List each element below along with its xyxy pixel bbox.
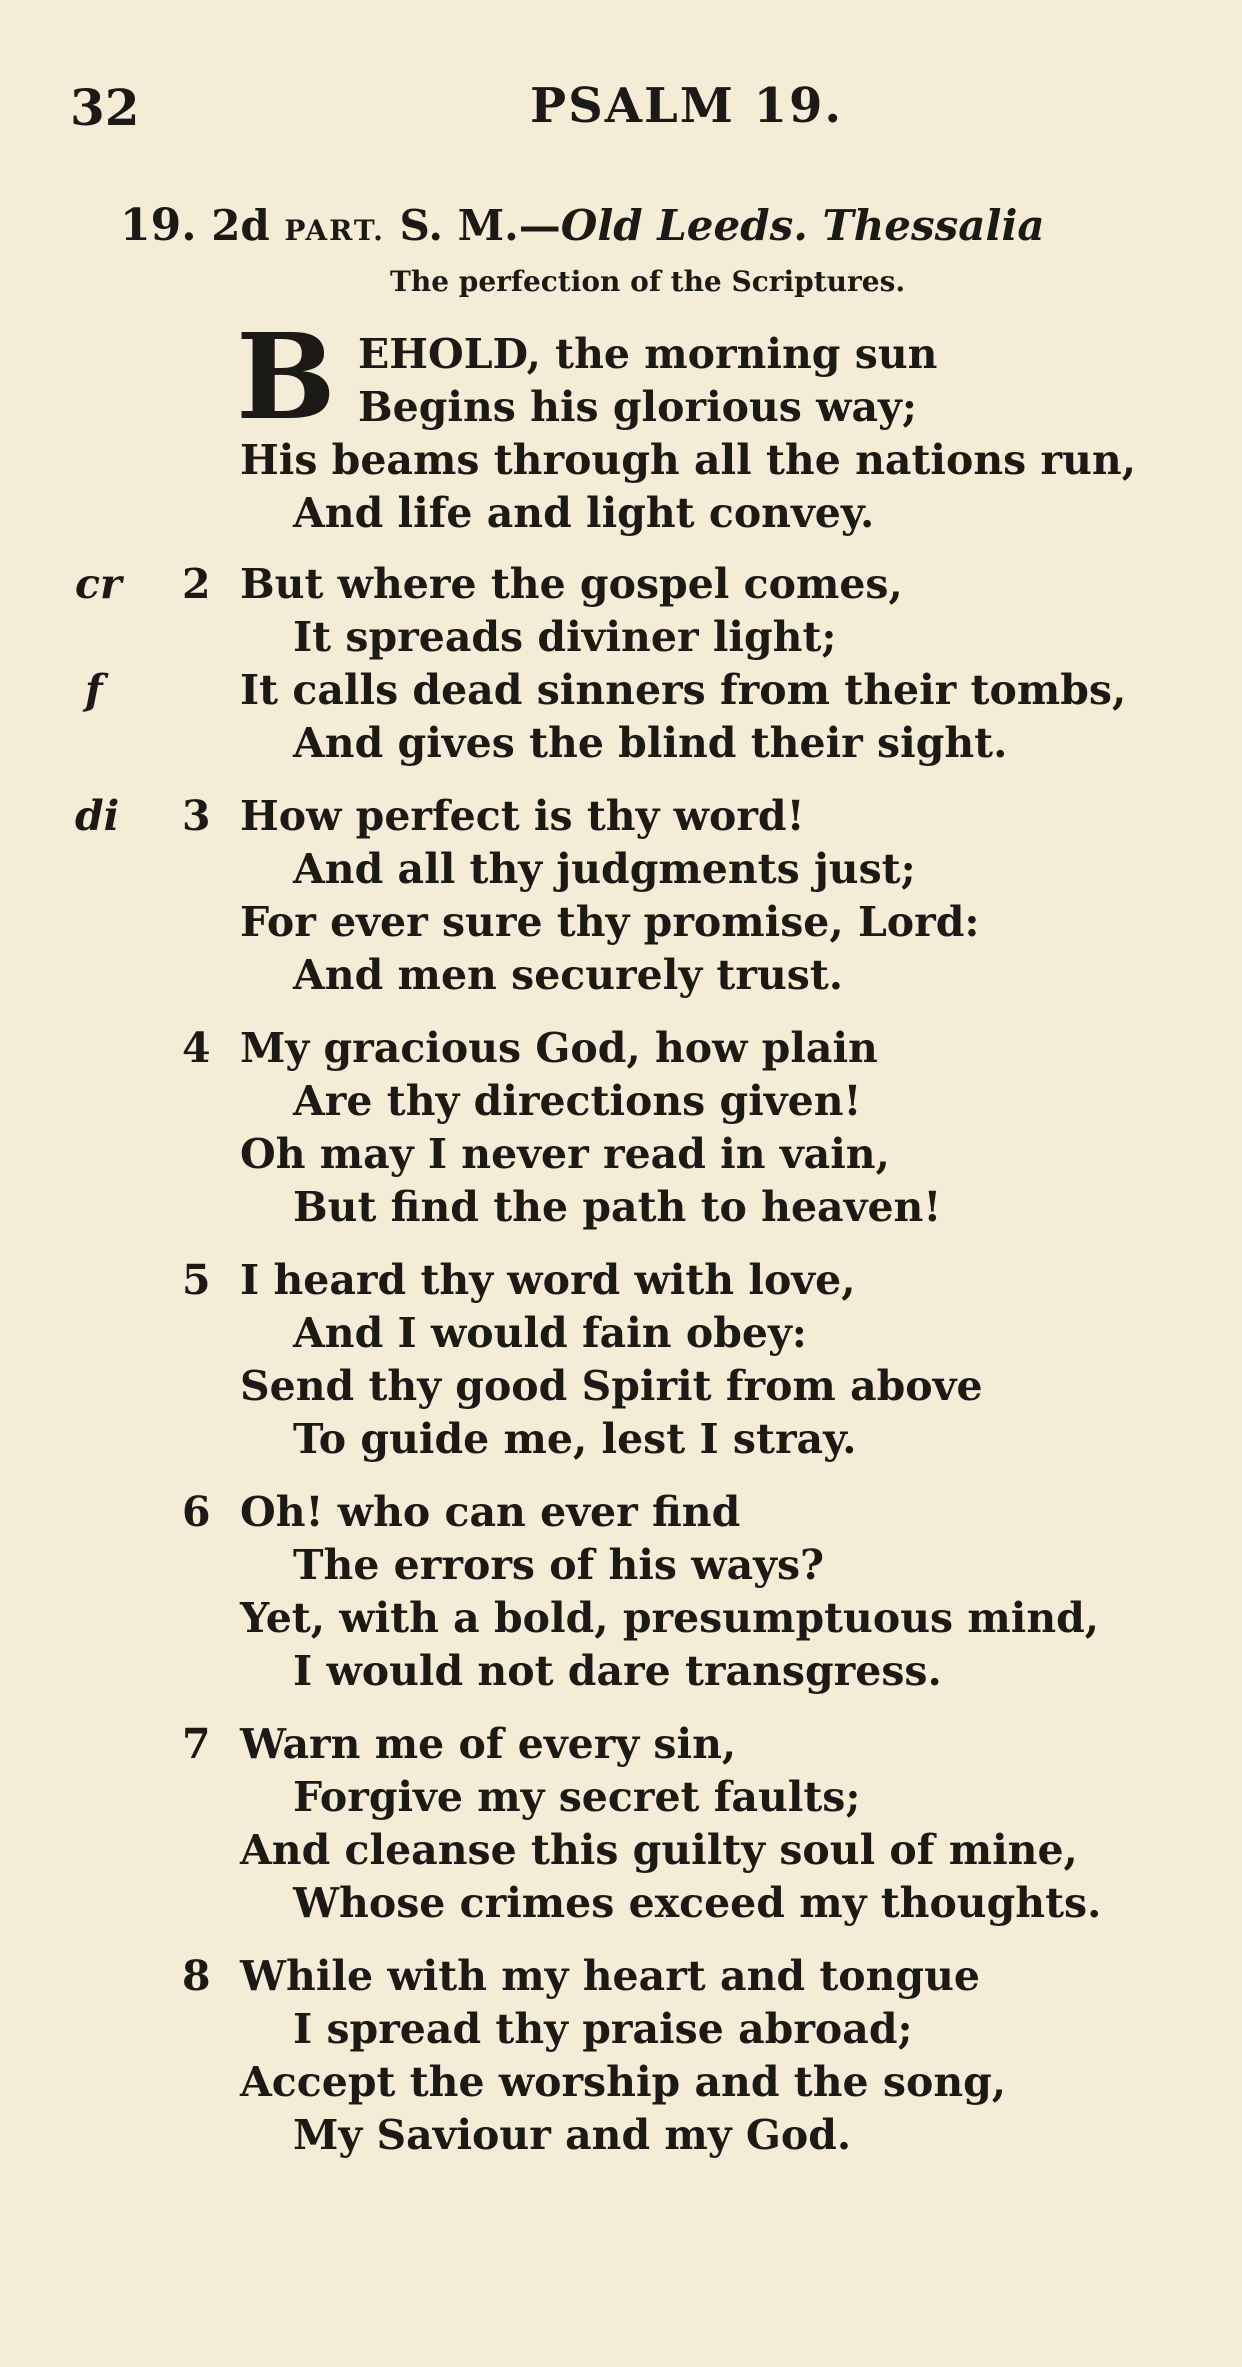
stanza-8-line-2: I spread thy praise abroad;: [293, 2005, 913, 2053]
stanza-2-line-3: It calls dead sinners from their tombs,: [240, 666, 1127, 714]
hymn-part: 2d: [211, 201, 270, 250]
stanza-7-line-1: Warn me of every sin,: [240, 1720, 737, 1768]
stanza-1-line-4: And life and light convey.: [293, 489, 875, 537]
header-dash: —: [518, 201, 561, 250]
stanza-number: 5: [182, 1256, 211, 1304]
stanza-4-line-1: My gracious God, how plain: [240, 1024, 878, 1072]
stanza-number: 8: [182, 1952, 211, 2000]
stanza-3-line-1: How perfect is thy word!: [240, 792, 805, 840]
stanza-6-line-1: Oh! who can ever find: [240, 1488, 741, 1536]
stanza-1-line-3: His beams through all the nations run,: [240, 436, 1136, 484]
stanza-7-line-4: Whose crimes exceed my thoughts.: [293, 1879, 1102, 1927]
stanza-5-line-2: And I would fain obey:: [293, 1309, 807, 1357]
stanza-number: 4: [182, 1024, 211, 1072]
running-head: PSALM 19.: [530, 78, 844, 134]
stanza-3-line-3: For ever sure thy promise, Lord:: [240, 898, 980, 946]
stanza-8-line-4: My Saviour and my God.: [293, 2111, 852, 2159]
dynamic-mark: f: [85, 666, 103, 714]
page-number: 32: [70, 78, 140, 137]
stanza-8-line-1: While with my heart and tongue: [240, 1952, 980, 2000]
stanza-2-line-2: It spreads diviner light;: [293, 613, 837, 661]
stanza-number: 3: [182, 792, 211, 840]
stanza-6-line-4: I would not dare transgress.: [293, 1647, 942, 1695]
drop-cap: B: [236, 307, 336, 446]
stanza-7-line-2: Forgive my secret faults;: [293, 1773, 861, 1821]
hymn-tunes: Old Leeds. Thessalia: [560, 201, 1045, 250]
stanza-4-line-4: But find the path to heaven!: [293, 1183, 942, 1231]
stanza-2-line-4: And gives the blind their sight.: [293, 719, 1008, 767]
stanza-5-line-4: To guide me, lest I stray.: [293, 1415, 857, 1463]
stanza-1-line-1: EHOLD, the morning sun: [358, 330, 938, 378]
hymn-meter: S. M.: [399, 201, 519, 250]
dynamic-mark: di: [75, 792, 120, 840]
stanza-number: 7: [182, 1720, 211, 1768]
dynamic-mark: cr: [75, 560, 122, 608]
stanza-7-line-3: And cleanse this guilty soul of mine,: [240, 1826, 1078, 1874]
stanza-1-line-2: Begins his glorious way;: [358, 383, 917, 431]
stanza-5-line-1: I heard thy word with love,: [240, 1256, 856, 1304]
stanza-6-line-3: Yet, with a bold, presumptuous mind,: [240, 1594, 1100, 1642]
stanza-6-line-2: The errors of his ways?: [293, 1541, 825, 1589]
stanza-3-line-4: And men securely trust.: [293, 951, 844, 999]
stanza-number: 2: [182, 560, 211, 608]
stanza-4-line-2: Are thy directions given!: [293, 1077, 862, 1125]
hymn-header: [120, 200, 1045, 251]
stanza-number: 6: [182, 1488, 211, 1536]
stanza-5-line-3: Send thy good Spirit from above: [240, 1362, 983, 1410]
hymn-part-label: PART.: [284, 214, 385, 247]
stanza-8-line-3: Accept the worship and the song,: [240, 2058, 1007, 2106]
hymn-subject: The perfection of the Scriptures.: [390, 265, 906, 298]
stanza-4-line-3: Oh may I never read in vain,: [240, 1130, 890, 1178]
stanza-3-line-2: And all thy judgments just;: [293, 845, 916, 893]
stanza-2-line-1: But where the gospel comes,: [240, 560, 903, 608]
hymn-number: 19.: [120, 200, 197, 251]
